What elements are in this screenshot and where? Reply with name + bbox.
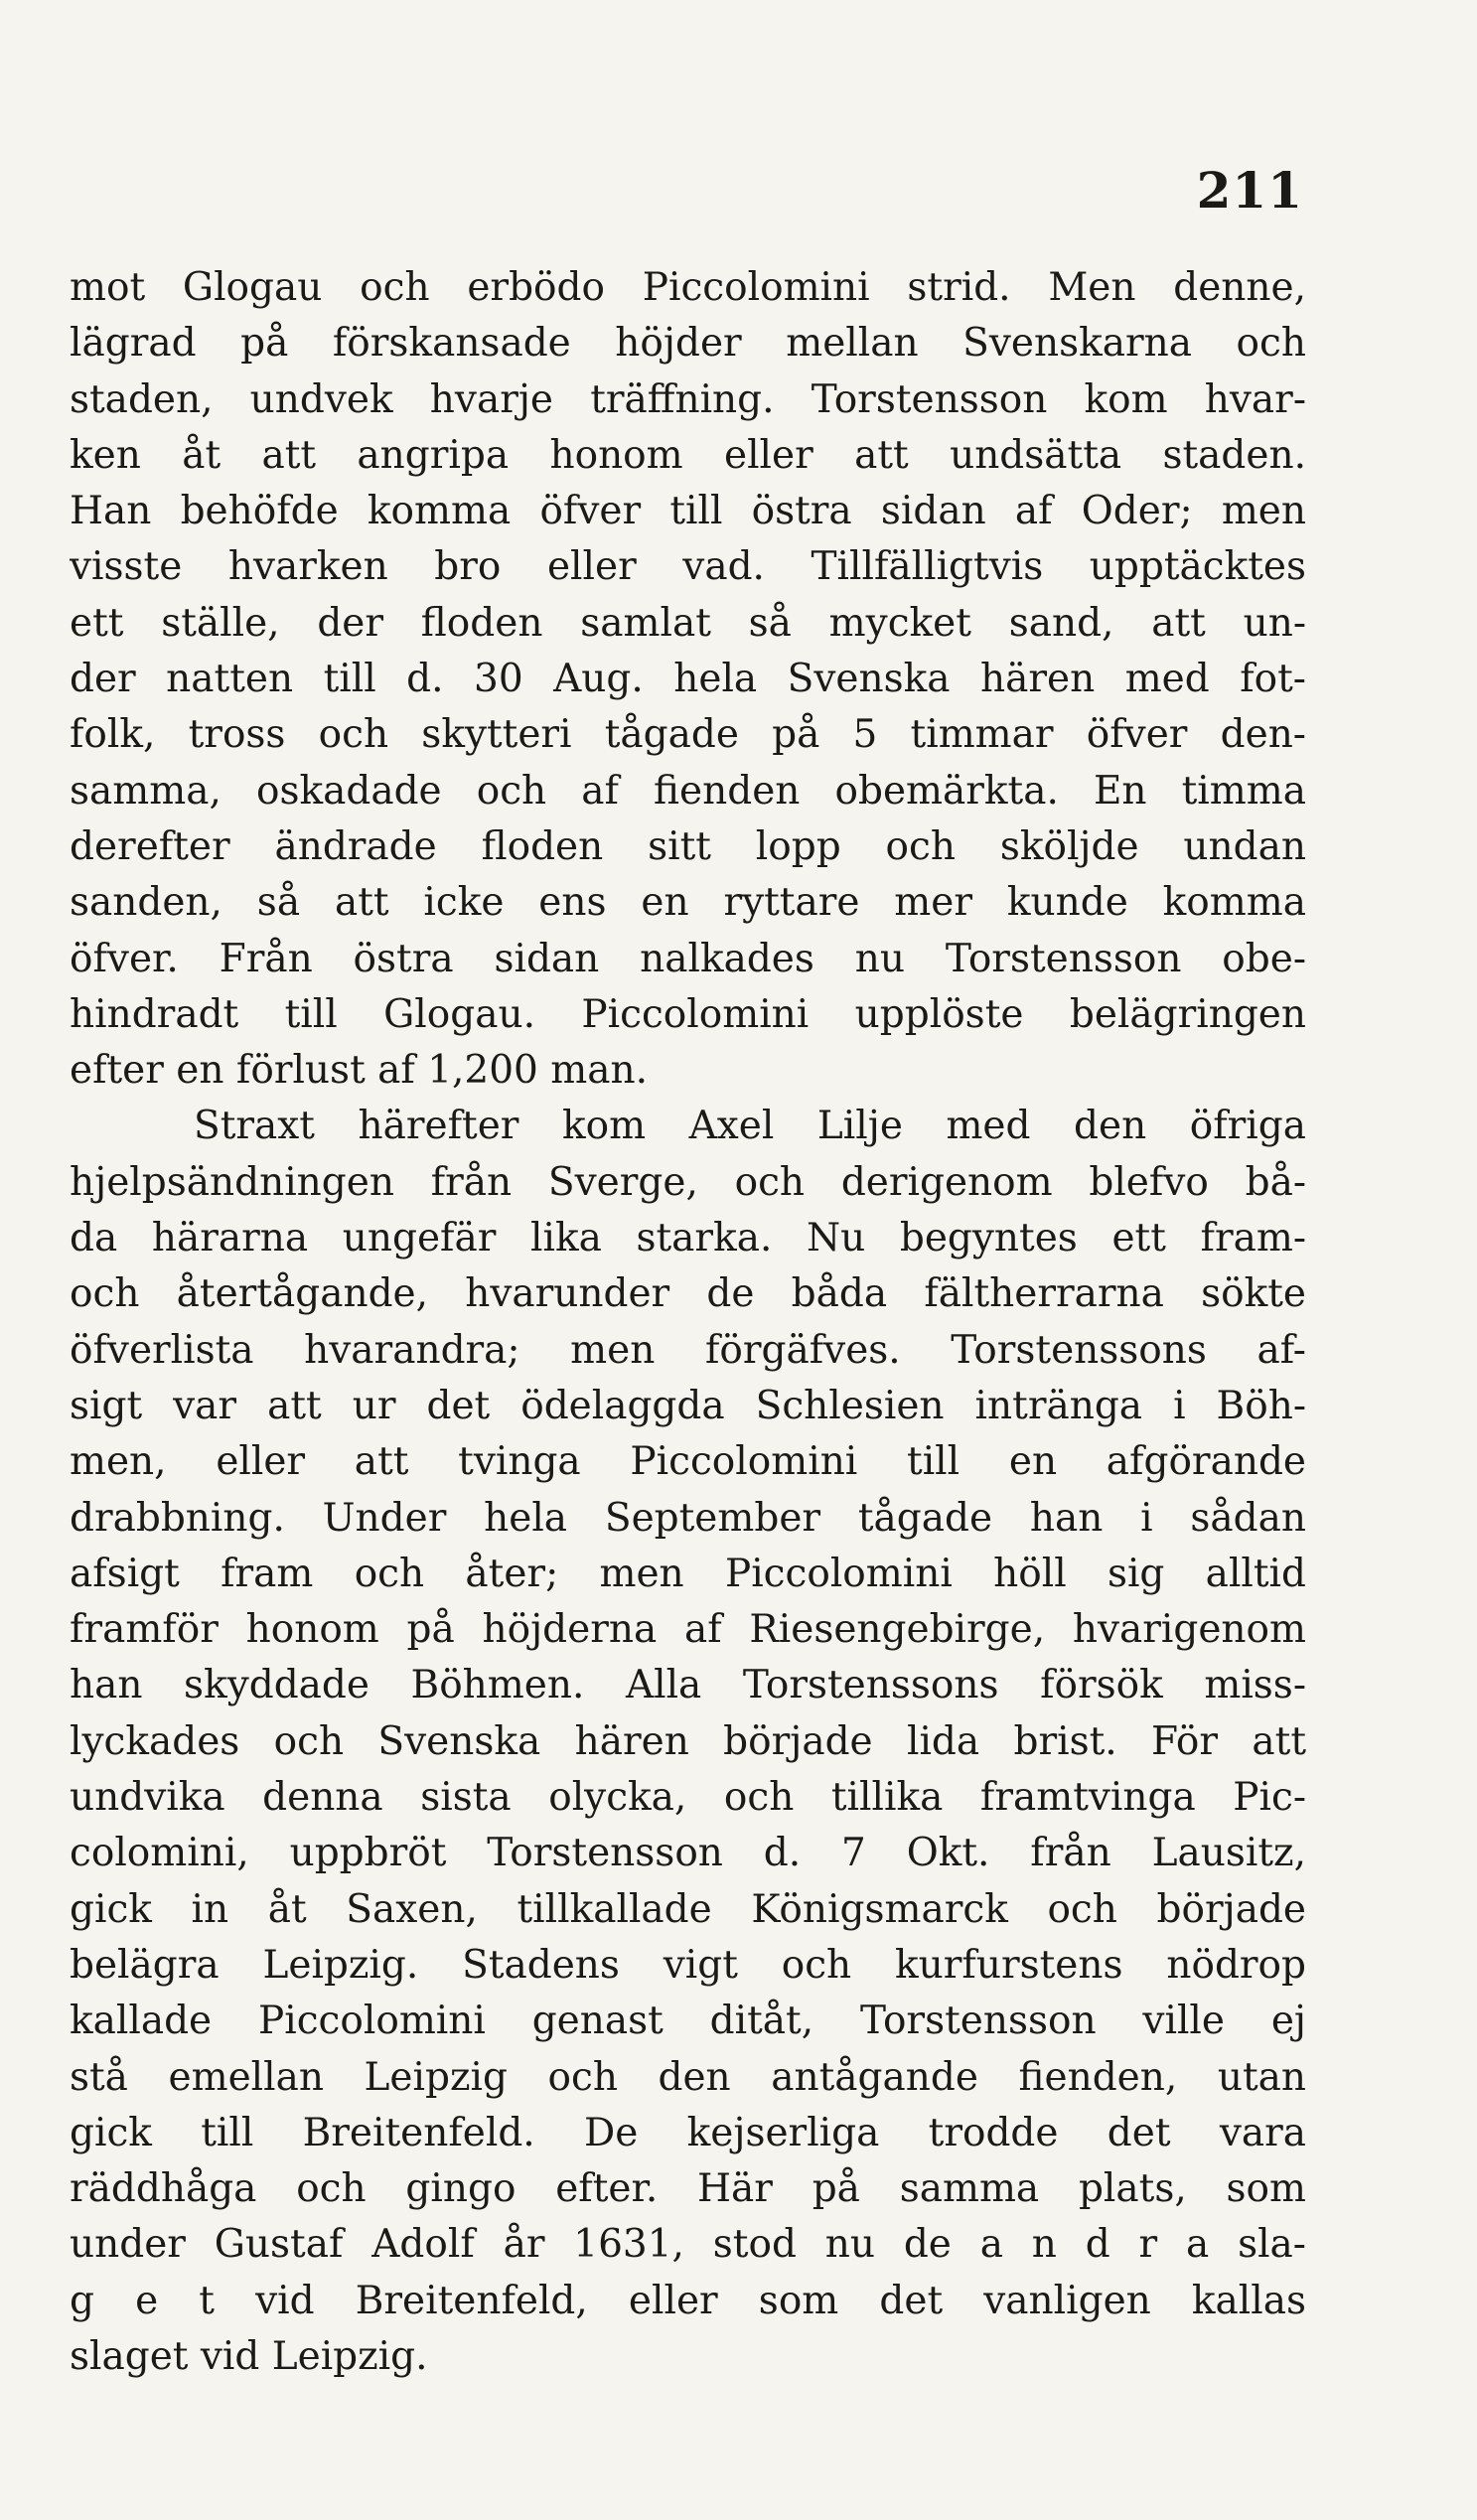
text-line: folk, tross och skytteri tågade på 5 timmar öfver den- [70,712,1306,758]
text-line: öfverlista hvarandra; men förgäfves. Torstenssons af- [70,1327,1306,1373]
text-line: och återtågande, hvarunder de båda fältherrarna sökte [70,1271,1306,1317]
text-line: lyckades och Svenska hären började lida brist. För att [70,1718,1306,1764]
text-line: slaget vid Leipzig. [70,2333,428,2379]
body-text [70,260,1306,2385]
text-line: sanden, så att icke ens en ryttare mer kunde komma [70,880,1306,926]
text-line: öfver. Från östra sidan nalkades nu Torstensson obe- [70,936,1306,981]
text-line: stå emellan Leipzig och den antågande fienden, utan [70,2054,1306,2100]
text-line: men, eller att tvinga Piccolomini till en afgörande [70,1439,1306,1485]
text-line: ken åt att angripa honom eller att undsätta staden. [70,432,1306,478]
text-line: gick till Breitenfeld. De kejserliga trodde det vara [70,2110,1306,2155]
text-line: afsigt fram och åter; men Piccolomini höll sig alltid [70,1551,1306,1596]
text-line: staden, undvek hvarje träffning. Torstensson kom hvar- [70,376,1306,422]
text-line: gick in åt Saxen, tillkallade Königsmarck och började [70,1886,1306,1932]
text-line: efter en förlust af 1,200 man. [70,1048,649,1094]
text-line: visste hvarken bro eller vad. Tillfälligtvis upptäcktes [70,544,1306,590]
text-line: kallade Piccolomini genast ditåt, Torstensson ville ej [70,1999,1306,2044]
text-line: lägrad på förskansade höjder mellan Svenskarna och [70,321,1306,367]
text-line: colomini, uppbröt Torstensson d. 7 Okt. från Lausitz, [70,1831,1306,1876]
text-line: belägra Leipzig. Stadens vigt och kurfurstens nödrop [70,1942,1306,1988]
text-line: hjelpsändningen från Sverge, och derigenom blefvo bå- [70,1159,1306,1205]
text-line: undvika denna sista olycka, och tillika framtvinga Pic- [70,1775,1306,1821]
text-line: ett ställe, der floden samlat så mycket sand, att un- [70,600,1306,646]
text-line: han skyddade Böhmen. Alla Torstenssons försök miss- [70,1663,1306,1708]
text-line: Han behöfde komma öfver till östra sidan af Oder; men [70,489,1306,534]
text-line: mot Glogau och erbödo Piccolomini strid. Men denne, [70,265,1306,310]
text-line: der natten till d. 30 Aug. hela Svenska hären med fot- [70,657,1306,702]
text-line: samma, oskadade och af fienden obemärkta. En timma [70,768,1306,814]
text-line: framför honom på höjderna af Riesengebirge, hvarigenom [70,1607,1306,1653]
text-line: under Gustaf Adolf år 1631, stod nu de a n d r a sla- [70,2222,1306,2268]
page-number: 211 [1196,161,1303,220]
text-line: sigt var att ur det ödelaggda Schlesien intränga i Böh- [70,1383,1306,1428]
text-line: drabbning. Under hela September tågade han i sådan [70,1495,1306,1541]
text-line: hindradt till Glogau. Piccolomini upplöste belägringen [70,991,1306,1037]
text-line: g e t vid Breitenfeld, eller som det vanligen kallas [70,2278,1306,2323]
text-line: derefter ändrade floden sitt lopp och sköljde undan [70,823,1306,869]
text-line: da härarna ungefär lika starka. Nu begyntes ett fram- [70,1216,1306,1261]
text-line: Straxt härefter kom Axel Lilje med den öfriga [194,1104,1306,1149]
text-line: räddhåga och gingo efter. Här på samma plats, som [70,2166,1306,2212]
